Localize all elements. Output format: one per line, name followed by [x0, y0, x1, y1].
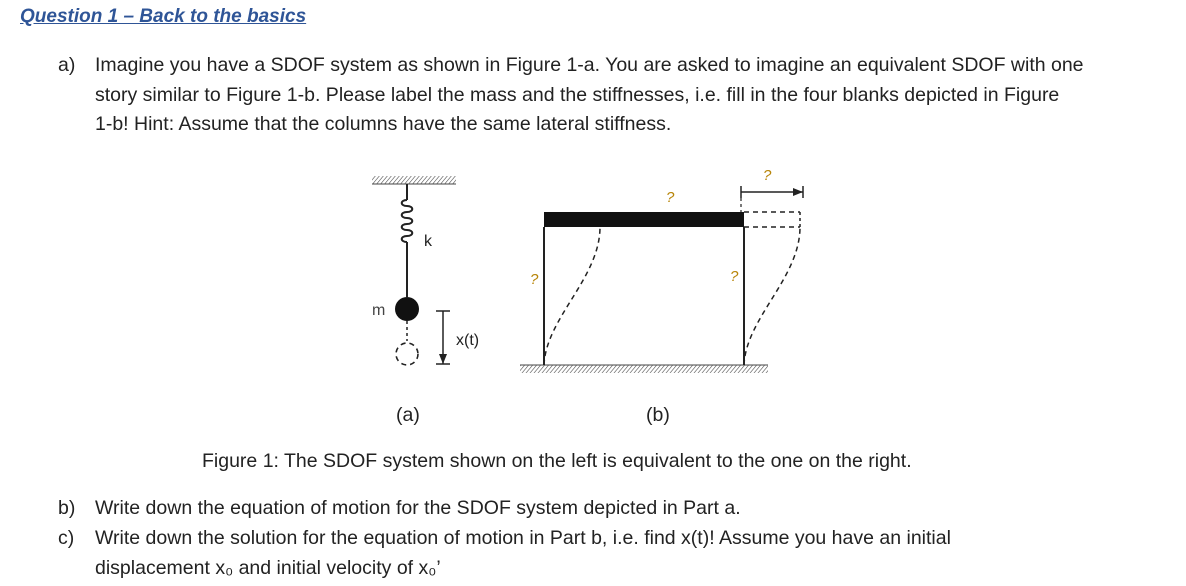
part-c-line-1: Write down the solution for the equation of motion in Part b, i.e. find x(t)! Assume you have an initial	[95, 527, 951, 549]
mass-icon	[395, 297, 419, 321]
blank-right-stiffness: ?	[730, 268, 739, 285]
part-a-line-1: Imagine you have a SDOF system as shown in Figure 1-a. You are asked to imagine an equivalent SDOF with one	[95, 54, 1084, 76]
part-a-line-3: 1-b! Hint: Assume that the columns have the same lateral stiffness.	[95, 113, 672, 135]
displacement-label: x(t)	[456, 332, 480, 349]
figure-caption: Figure 1: The SDOF system shown on the left is equivalent to the one on the right.	[202, 450, 912, 472]
displaced-mass-icon	[396, 343, 418, 365]
spring-icon	[402, 200, 413, 242]
part-a-text	[95, 51, 1084, 140]
ground-support	[520, 365, 768, 373]
part-a-label: a)	[58, 54, 76, 76]
part-b-label: b)	[58, 497, 76, 519]
figure-a-spring-mass	[372, 176, 479, 365]
part-c-text	[95, 524, 951, 583]
part-b-text: Write down the equation of motion for the SDOF system depicted in Part a.	[95, 497, 741, 519]
disp-arrow-icon	[741, 186, 803, 212]
blank-displacement: ?	[763, 167, 772, 184]
part-a-line-2: story similar to Figure 1-b. Please label the mass and the stiffnesses, i.e. fill in the four blanks depicted in Figure	[95, 83, 1060, 106]
deformed-left-column	[544, 227, 600, 365]
spring-label: k	[424, 233, 432, 250]
displacement-arrow-icon	[436, 311, 450, 364]
ceiling-support	[372, 176, 456, 184]
question-heading: Question 1 – Back to the basics	[20, 6, 307, 27]
figure-b-frame	[520, 167, 803, 373]
figure-1	[350, 158, 820, 388]
figure-b-label: (b)	[646, 404, 670, 426]
deformed-right-column	[744, 227, 800, 365]
part-c-label: c)	[58, 527, 75, 549]
blank-mass: ?	[666, 189, 675, 206]
beam-mass	[544, 212, 744, 227]
part-c-line-2: displacement x₀ and initial velocity of x₀’	[95, 556, 441, 579]
mass-label: m	[372, 302, 386, 319]
figure-a-label: (a)	[396, 404, 420, 426]
blank-left-stiffness: ?	[530, 271, 539, 288]
